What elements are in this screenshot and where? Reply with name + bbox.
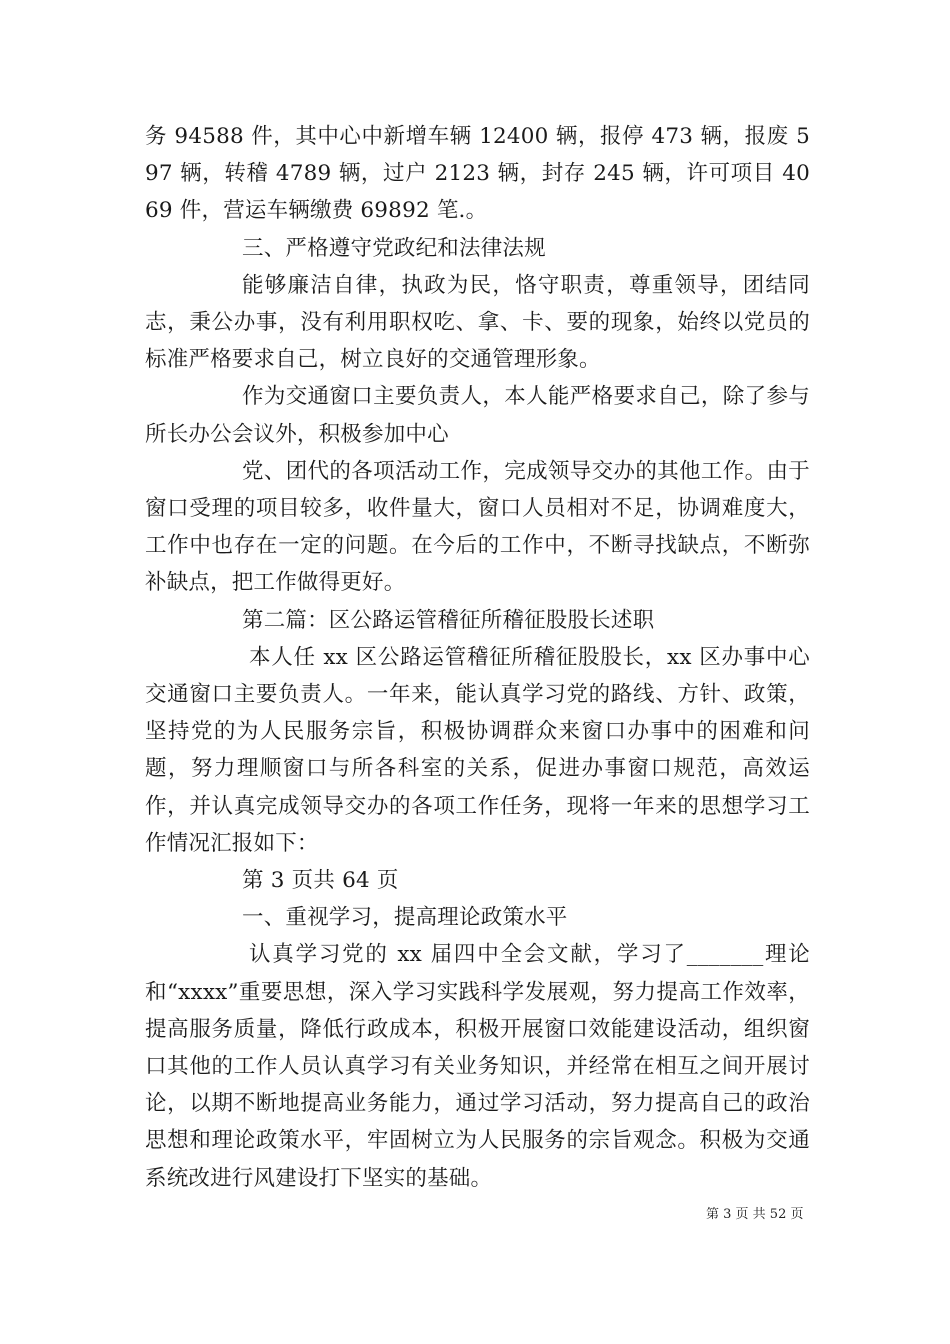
document-body (145, 118, 810, 1197)
page-footer: 第 3 页 共 52 页 (706, 1207, 804, 1222)
paragraph-responsibility: 作为交通窗口主要负责人，本人能严格要求自己，除了参与所长办公会议外，积极参加中心 (145, 384, 810, 447)
paragraph-statistics: 务 94588 件，其中心中新增车辆 12400 辆，报停 473 辆，报废 597 辆，转稽 4789 辆，过户 2123 辆，封存 245 辆，许可项目 4069 件，营运车辆缴费 69892 笔.。 (145, 124, 810, 224)
chapter-heading-second: 第二篇：区公路运管稽征所稽征股股长述职 (242, 607, 655, 633)
inline-page-marker: 第 3 页共 64 页 (242, 868, 399, 894)
paragraph-activities: 党、团代的各项活动工作，完成领导交办的其他工作。由于窗口受理的项目较多，收件量大，窗口人员相对不足，协调难度大，工作中也存在一定的问题。在今后的工作中，不断寻找缺点，不断弥补缺点，把工作做得更好。 (145, 458, 810, 596)
paragraph-study: 认真学习党的 xx 届四中全会文献，学习了_______理论和“xxxx”重要思想，深入学习实践科学发展观，努力提高工作效率，提高服务质量，降低行政成本，积极开展窗口效能建设活动，组织窗口其他的工作人员认真学习有关业务知识，并经常在相互之间开展讨论，以期不断地提高业务能力，通过学习活动，努力提高自己的政治思想和理论政策水平，牢固树立为人民服务的宗旨观念。积极为交通系统改进行风建设打下坚实的基础。 (145, 942, 810, 1191)
paragraph-integrity: 能够廉洁自律，执政为民，恪守职责，尊重领导，团结同志，秉公办事，没有利用职权吃、拿、卡、要的现象，始终以党员的标准严格要求自己，树立良好的交通管理形象。 (145, 272, 810, 373)
section-heading-discipline: 三、严格遵守党政纪和法律法规 (242, 235, 546, 261)
section-heading-study: 一、重视学习，提高理论政策水平 (242, 905, 568, 931)
paragraph-introduction: 本人任 xx 区公路运管稽征所稽征股股长，xx 区办事中心交通窗口主要负责人。一年来，能认真学习党的路线、方针、政策，坚持党的为人民服务宗旨，积极协调群众来窗口办事中的困难和问题，努力理顺窗口与所各科室的关系，促进办事窗口规范，高效运作，并认真完成领导交办的各项工作任务，现将一年来的思想学习工作情况汇报如下： (145, 644, 810, 856)
